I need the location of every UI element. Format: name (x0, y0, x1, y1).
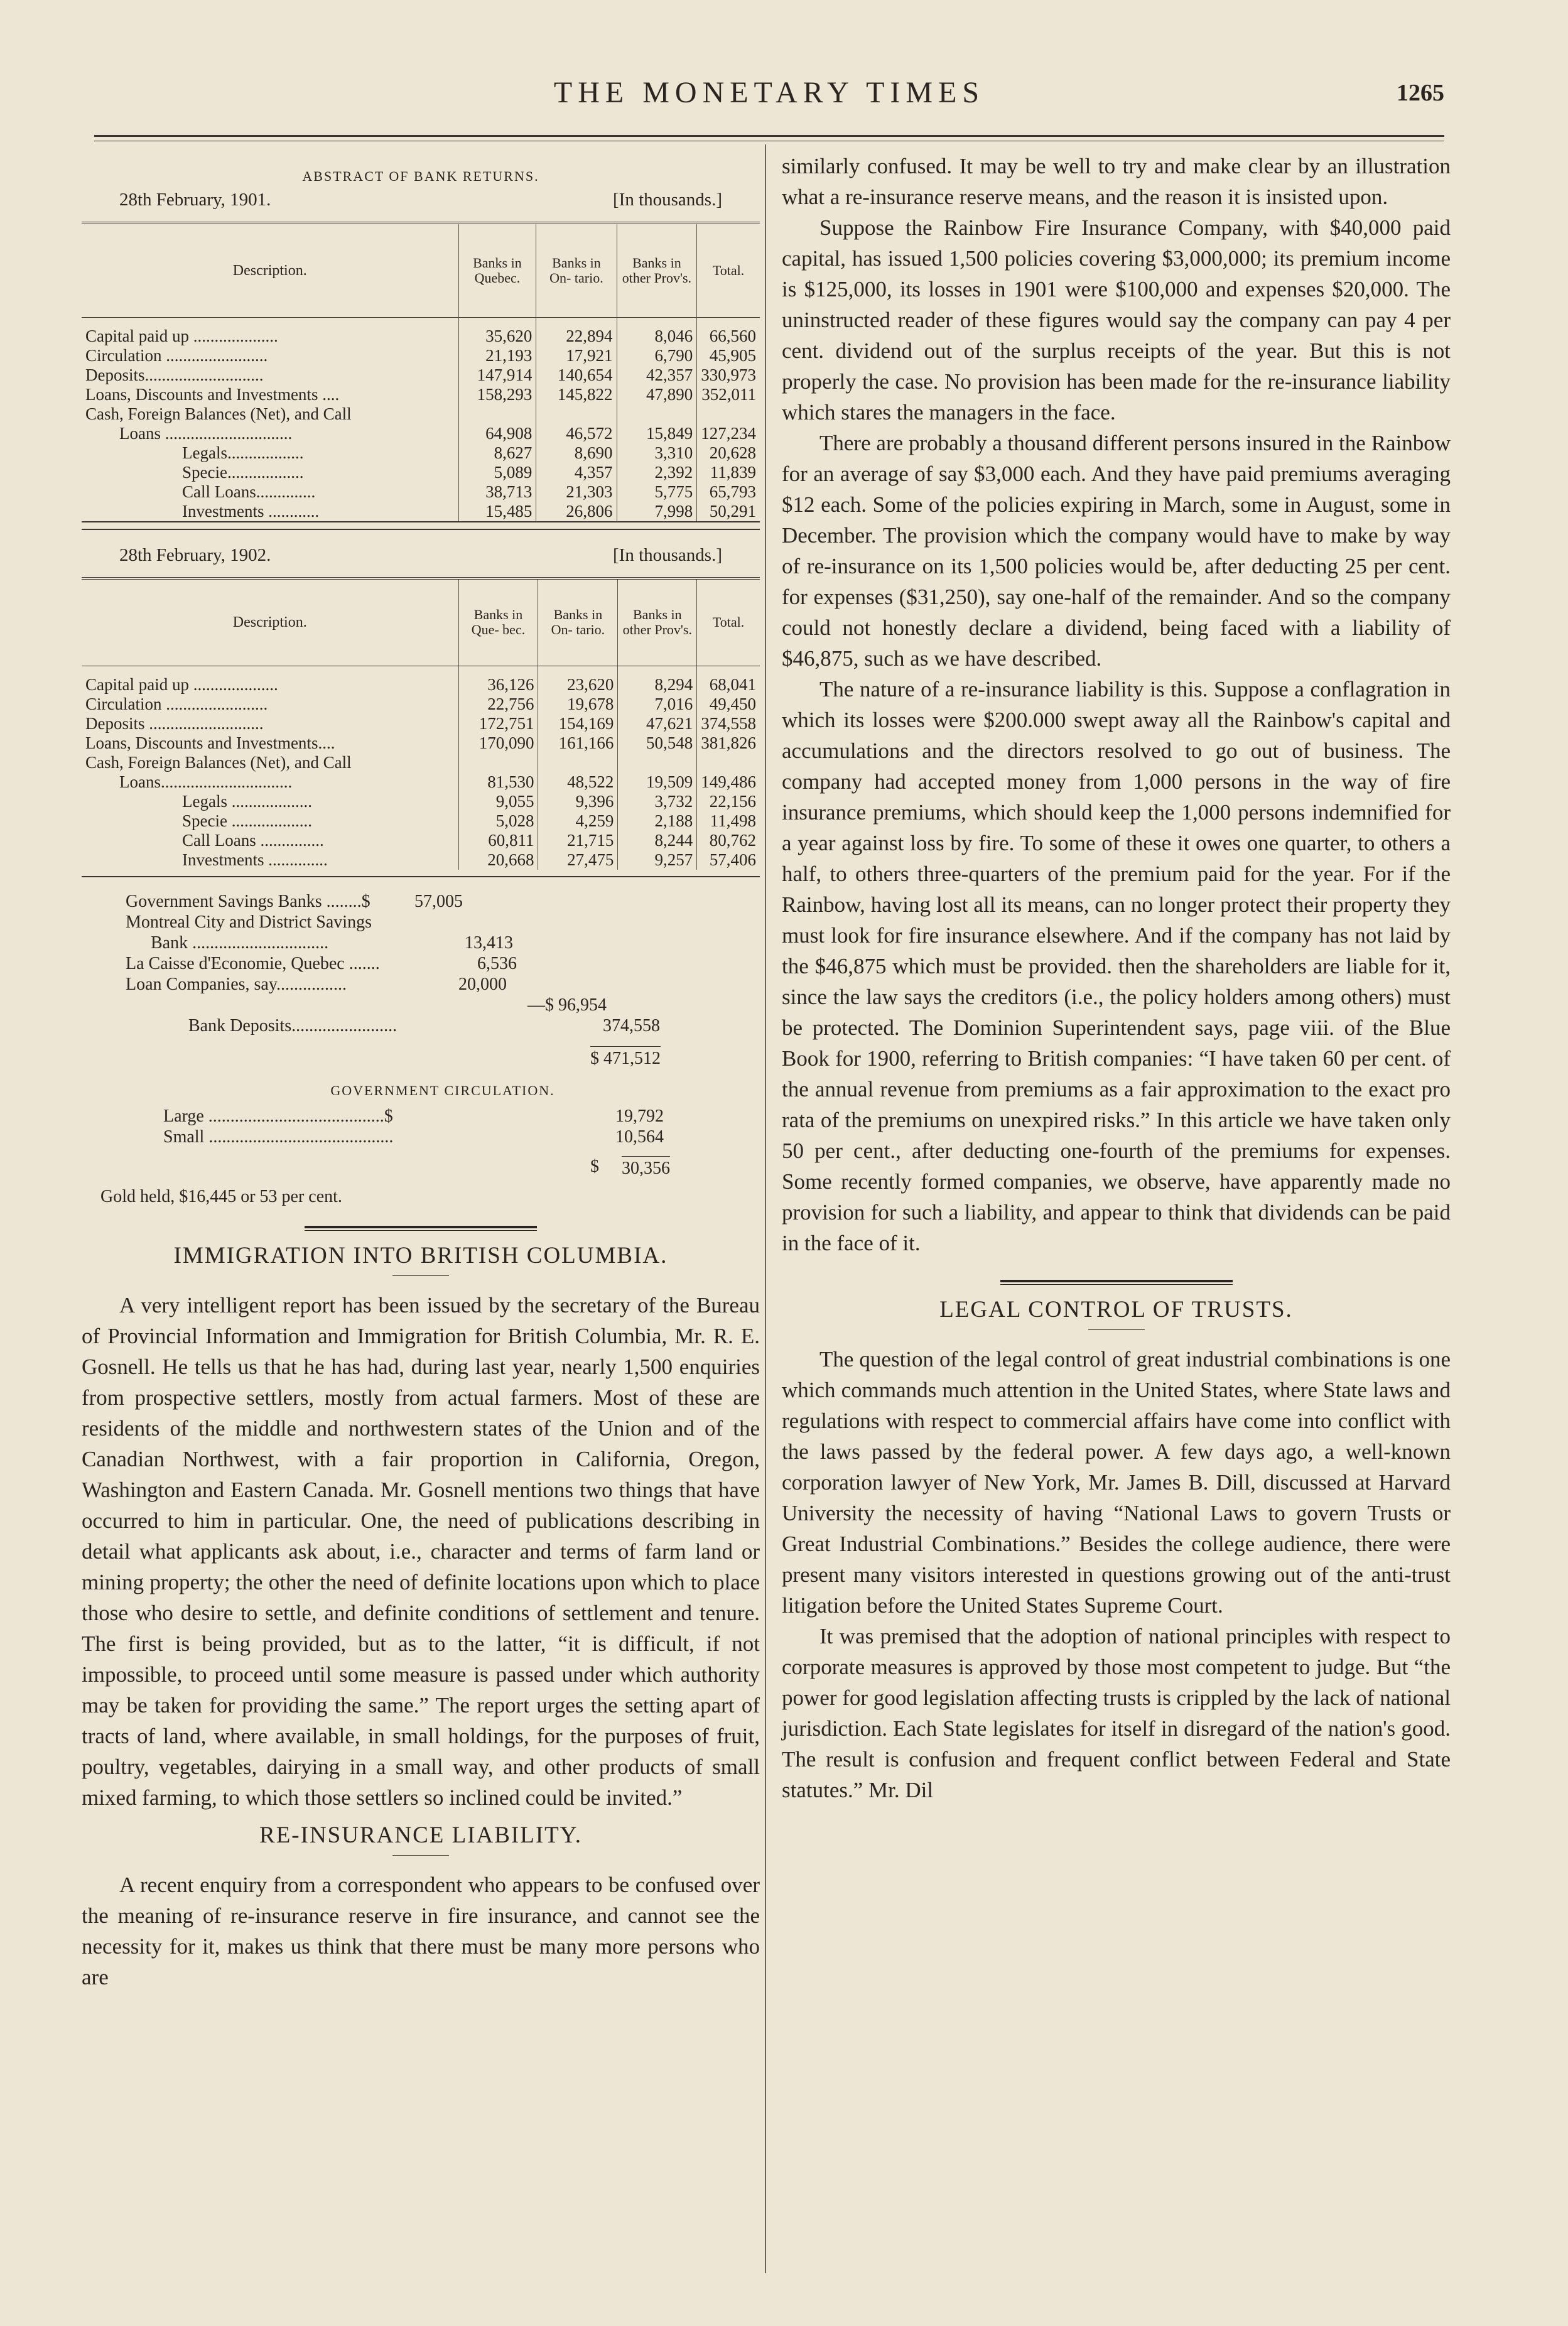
row-label: Loans............................... (119, 772, 293, 791)
cell-total: 20,628 (697, 443, 760, 463)
cell-ontario: 154,169 (538, 714, 618, 733)
cell-ontario: 46,572 (536, 424, 617, 443)
gov-savings-label: Government Savings Banks ........$ (126, 892, 370, 911)
cell-other-provs: 15,849 (617, 424, 697, 443)
cell-quebec: 36,126 (458, 666, 538, 695)
loan-companies-label: Loan Companies, say................ (126, 975, 347, 994)
cell-other-provs: 47,621 (618, 714, 697, 733)
right-column (782, 151, 1451, 1805)
page-number: 1265 (1397, 80, 1444, 106)
cell-other-provs: 5,775 (617, 482, 697, 502)
cell-total (697, 753, 760, 772)
caisse-label: La Caisse d'Economie, Quebec ....... (126, 954, 380, 973)
cell-ontario: 9,396 (538, 792, 618, 811)
cell-total: 352,011 (697, 385, 760, 404)
table1-unit: [In thousands.] (613, 190, 722, 210)
cell-total: 127,234 (697, 424, 760, 443)
cell-total: 50,291 (697, 502, 760, 522)
cell-total: 149,486 (697, 772, 760, 792)
table2-unit: [In thousands.] (613, 544, 722, 565)
large-amount: 19,792 (615, 1106, 664, 1126)
col-total: Total. (697, 578, 760, 666)
left-column (82, 151, 760, 1993)
table-row (82, 463, 760, 482)
mcd-savings-label: Montreal City and District Savings (126, 912, 372, 932)
reinsurance-p1-cont: similarly confused. It may be well to try and make clear by an illustration what a re-insurance reserve means, and the reason it is insisted upon. (782, 154, 1451, 209)
trusts-body (782, 1344, 1451, 1805)
row-label: Investments ............ (182, 501, 320, 521)
immigration-title: IMMIGRATION INTO BRITISH COLUMBIA. (173, 1243, 668, 1268)
row-label: Capital paid up .................... (85, 326, 278, 345)
cell-ontario: 27,475 (538, 850, 618, 870)
cell-ontario: 140,654 (536, 365, 617, 385)
cell-ontario: 48,522 (538, 772, 618, 792)
page-header (94, 75, 1444, 119)
immigration-p1: A very intelligent report has been issued by the secretary of the Bureau of Provincial Information and Immigration for British Columbia, Mr. R. E. Gosnell. He tells us that he has had, during last year, nearly 1,500 enquiries from prospective settlers, mostly from actual farmers. Most of these are residents of the middle and northwestern states of the Union and of the Canadian Northwest, with a fair proportion in California, Oregon, Washington and Eastern Canada. Mr. Gosnell mentions two things that have occurred to him in particular. One, the need of publications describing in detail what applicants ask about, i.e., character and terms of farm land or mining property; the other the need of definite locations upon which to place those who desire to settle, and definite conditions of settlement and tenure. The first is being provided, but as to the latter, “it is difficult, if not impossible, to proceed until some measure is passed under which authority may be taken for providing the same.” The report urges the setting apart of tracts of land, where available, in small holdings, for the purposes of fruit, poultry, vegetables, dairying in a small way, and other products of small mixed farming, to which those settlers so inclined could be invited.” (82, 1293, 760, 1810)
mcd-savings-amount: 13,413 (465, 933, 513, 953)
cell-quebec: 172,751 (458, 714, 538, 733)
table2-dateline (82, 545, 760, 566)
cell-other-provs: 3,732 (618, 792, 697, 811)
table2-body (82, 666, 760, 870)
bank-returns-table-1902 (82, 577, 760, 870)
row-label: Cash, Foreign Balances (Net), and Call (85, 404, 352, 423)
cell-ontario: 23,620 (538, 666, 618, 695)
table-row (82, 792, 760, 811)
cell-total: 11,498 (697, 811, 760, 831)
table2-date: 28th February, 1902. (119, 544, 271, 565)
row-label: Circulation ........................ (85, 345, 268, 365)
gc-total: 30,356 (622, 1156, 670, 1179)
cell-quebec: 170,090 (458, 733, 538, 753)
section-rule (1000, 1280, 1233, 1285)
table1-dateline (82, 190, 760, 210)
reinsurance-p2: Suppose the Rainbow Fire Insurance Company, with $40,000 paid capital, has issued 1,500 policies covering $3,000,000; its premium income is $125,000, its losses in 1901 were $100,000 and expenses $20,000. The uninstructed reader of these figures would say the company can pay 4 per cent. dividend out of the surplus receipts of the year. But this is not properly the case. No provision has been made for the re-insurance liability which stares the managers in the face. (782, 215, 1451, 425)
table-row (82, 385, 760, 404)
table-row (82, 772, 760, 792)
row-label: Deposits............................ (85, 365, 264, 384)
cell-ontario (538, 753, 618, 772)
large-label: Large ........................................$ (163, 1106, 393, 1126)
gov-circulation-heading: GOVERNMENT CIRCULATION. (330, 1083, 555, 1098)
cell-quebec: 158,293 (458, 385, 536, 404)
cell-total (697, 404, 760, 424)
col-ontario: Banks in On- tario. (536, 223, 617, 317)
reinsurance-p1: A recent enquiry from a correspondent who appears to be confused over the meaning of re-insurance reserve in fire insurance, and cannot see the necessity for it, makes us think that there must be many more persons who are (82, 1873, 760, 1989)
col-total: Total. (697, 223, 760, 317)
mcd-savings-label-2: Bank ............................... (151, 933, 329, 953)
cell-total: 11,839 (697, 463, 760, 482)
table-row (82, 365, 760, 385)
cell-quebec: 60,811 (458, 831, 538, 850)
cell-other-provs: 50,548 (618, 733, 697, 753)
cell-total: 330,973 (697, 365, 760, 385)
section-rule (305, 1226, 537, 1231)
cell-total: 68,041 (697, 666, 760, 695)
cell-ontario: 145,822 (536, 385, 617, 404)
gold-held: Gold held, $16,445 or 53 per cent. (100, 1187, 342, 1206)
cell-ontario: 4,357 (536, 463, 617, 482)
cell-quebec: 15,485 (458, 502, 536, 522)
cell-total: 374,558 (697, 714, 760, 733)
title-rule (392, 1275, 449, 1276)
col-quebec: Banks in Que- bec. (458, 578, 538, 666)
row-label: Deposits ........................... (85, 714, 264, 733)
cell-quebec: 38,713 (458, 482, 536, 502)
bank-returns-table-1901 (82, 222, 760, 522)
title-rule (392, 1855, 449, 1856)
cell-ontario: 19,678 (538, 695, 618, 714)
cell-ontario: 8,690 (536, 443, 617, 463)
bank-deposits-amount: 374,558 (603, 1016, 660, 1036)
savings-subtotal: —$ 96,954 (527, 995, 607, 1015)
reinsurance-p4: The nature of a re-insurance liability is this. Suppose a conflagration in which its losses were $200.000 swept away all the Rainbow's capital and accumulations and the directors resolved to go out of business. The company had accepted money from 1,000 persons in the way of fire insurance premiums, which should keep the 1,000 persons indemnified for a year against loss by fire. To some of these it owes one quarter, to others a half, to others three-quarters of the premium paid for the year. For if the Rainbow, having lost all its means, can no longer protect their property they must look for fire insurance elsewhere. And if the company has not laid by the $46,875 which must be provided. then the shareholders are liable for it, since the law says the creditors (i.e., the policy holders among others) must be protected. The Dominion Superintendent says, page viii. of the Blue Book for 1900, referring to British companies: “I have taken 60 per cent. of the annual revenue from premiums as a fair approximation to the exact pro rata of the premiums on unexpired risks.” In this article we have taken only 50 per cent., after deducting one-fourth of the premiums for expenses. Some recently formed companies, we observe, have apparently made no provision for such a liability, and appear to think that dividends can be paid in the face of it. (782, 677, 1451, 1255)
cell-quebec: 64,908 (458, 424, 536, 443)
cell-other-provs: 8,046 (617, 317, 697, 346)
cell-other-provs: 8,244 (618, 831, 697, 850)
table-row (82, 424, 760, 443)
cell-quebec: 5,089 (458, 463, 536, 482)
table1-date: 28th February, 1901. (119, 190, 271, 210)
cell-quebec (458, 753, 538, 772)
cell-other-provs: 8,294 (618, 666, 697, 695)
cell-quebec: 9,055 (458, 792, 538, 811)
caisse-amount: 6,536 (477, 954, 517, 973)
cell-other-provs: 7,998 (617, 502, 697, 522)
row-label: Legals ................... (182, 792, 312, 811)
col-quebec: Banks in Quebec. (458, 223, 536, 317)
trusts-title: LEGAL CONTROL OF TRUSTS. (939, 1297, 1293, 1323)
cell-other-provs: 3,310 (617, 443, 697, 463)
cell-other-provs: 2,188 (618, 811, 697, 831)
row-label: Capital paid up .................... (85, 675, 278, 694)
cell-ontario: 17,921 (536, 346, 617, 365)
grand-total: $ 471,512 (590, 1046, 661, 1069)
table-row (82, 753, 760, 772)
trusts-p1: The question of the legal control of great industrial combinations is one which commands much attention in the United States, where State laws and regulations with respect to commercial affairs have come into conflict with the laws passed by the federal power. A few days ago, a well-known corporation lawyer of New York, Mr. James B. Dill, discussed at Harvard University the necessity of having “National Laws to govern Trusts or Great Industrial Combinations.” Besides the college audience, there were present many visitors interested in questions growing out of the anti-trust litigation before the United States Supreme Court. (782, 1347, 1451, 1618)
cell-other-provs: 19,509 (618, 772, 697, 792)
row-label: Specie.................. (182, 462, 304, 482)
row-label: Cash, Foreign Balances (Net), and Call (85, 753, 352, 772)
cell-ontario (536, 404, 617, 424)
cell-ontario: 21,715 (538, 831, 618, 850)
reinsurance-title: RE-INSURANCE LIABILITY. (259, 1822, 582, 1848)
reinsurance-p3: There are probably a thousand different persons insured in the Rainbow for an average of say $3,000 each. And they have paid premiums averaging $12 each. Some of the policies expiring in March, some in August, some in December. The provision which the company would have to make by way of re-insurance on its 1,500 policies would be, after deducting 25 per cent. for expenses ($31,250), say one-half of the remainder. And so the company could not honestly declare a dividend, being faced with a liability of $46,875, such as we have described. (782, 431, 1451, 671)
cell-quebec: 35,620 (458, 317, 536, 346)
cell-total: 381,826 (697, 733, 760, 753)
cell-quebec: 21,193 (458, 346, 536, 365)
table-row (82, 733, 760, 753)
gc-total-symbol: $ (590, 1157, 599, 1176)
table-row (82, 502, 760, 522)
bank-deposits-label: Bank Deposits........................ (188, 1016, 397, 1036)
cell-quebec: 81,530 (458, 772, 538, 792)
table-row (82, 443, 760, 463)
cell-ontario: 22,894 (536, 317, 617, 346)
cell-total: 22,156 (697, 792, 760, 811)
cell-other-provs (617, 404, 697, 424)
row-label: Circulation ........................ (85, 695, 268, 713)
cell-total: 57,406 (697, 850, 760, 870)
cell-ontario: 161,166 (538, 733, 618, 753)
header-rule (94, 135, 1444, 137)
cell-quebec: 147,914 (458, 365, 536, 385)
cell-total: 45,905 (697, 346, 760, 365)
column-divider (765, 144, 766, 2273)
cell-other-provs: 6,790 (617, 346, 697, 365)
gov-savings-amount: 57,005 (414, 892, 463, 911)
row-label: Call Loans ............... (182, 831, 324, 850)
row-label: Investments .............. (182, 850, 328, 869)
cell-total: 66,560 (697, 317, 760, 346)
cell-quebec: 8,627 (458, 443, 536, 463)
row-label: Legals.................. (182, 443, 304, 462)
row-label: Specie ................... (182, 811, 312, 830)
cell-ontario: 21,303 (536, 482, 617, 502)
small-label: Small .......................................... (163, 1127, 394, 1147)
cell-other-provs: 47,890 (617, 385, 697, 404)
row-label: Loans, Discounts and Investments.... (85, 733, 335, 752)
journal-title: THE MONETARY TIMES (553, 76, 985, 109)
small-amount: 10,564 (615, 1127, 664, 1147)
table-row (82, 831, 760, 850)
cell-quebec: 5,028 (458, 811, 538, 831)
table1-body (82, 317, 760, 522)
table-row (82, 404, 760, 424)
abstract-heading: ABSTRACT OF BANK RETURNS. (302, 168, 539, 184)
cell-ontario: 4,259 (538, 811, 618, 831)
col-other-provs: Banks in other Prov's. (617, 223, 697, 317)
col-description: Description. (232, 614, 307, 631)
cell-other-provs: 42,357 (617, 365, 697, 385)
reinsurance-body-start (82, 1869, 760, 1993)
col-description: Description. (232, 262, 307, 279)
col-ontario: Banks in On- tario. (538, 578, 618, 666)
cell-other-provs (618, 753, 697, 772)
table-row (82, 482, 760, 502)
row-label: Loans .............................. (119, 423, 293, 443)
cell-ontario: 26,806 (536, 502, 617, 522)
row-label: Call Loans.............. (182, 482, 316, 501)
cell-total: 65,793 (697, 482, 760, 502)
table-row (82, 666, 760, 695)
trusts-p2: It was premised that the adoption of national principles with respect to corporate measures is approved by those most competent to judge. But “the power for good legislation affecting trusts is crippled by the lack of national jurisdiction. Each State legislates for itself in disregard of the nation's good. The result is confusion and frequent conflict between Federal and State statutes.” Mr. Dil (782, 1624, 1451, 1802)
savings-summary (82, 891, 760, 1207)
cell-total: 80,762 (697, 831, 760, 850)
col-other-provs: Banks in other Prov's. (618, 578, 697, 666)
cell-quebec: 20,668 (458, 850, 538, 870)
cell-other-provs: 9,257 (618, 850, 697, 870)
loan-companies-amount: 20,000 (458, 975, 507, 994)
immigration-body (82, 1290, 760, 1813)
cell-total: 49,450 (697, 695, 760, 714)
cell-other-provs: 2,392 (617, 463, 697, 482)
title-rule (1088, 1329, 1145, 1330)
table-row (82, 714, 760, 733)
table-row (82, 850, 760, 870)
table-row (82, 317, 760, 346)
cell-quebec (458, 404, 536, 424)
cell-quebec: 22,756 (458, 695, 538, 714)
row-label: Loans, Discounts and Investments .... (85, 384, 340, 404)
reinsurance-body-cont (782, 151, 1451, 1258)
cell-other-provs: 7,016 (618, 695, 697, 714)
table-row (82, 346, 760, 365)
table-row (82, 811, 760, 831)
table-row (82, 695, 760, 714)
